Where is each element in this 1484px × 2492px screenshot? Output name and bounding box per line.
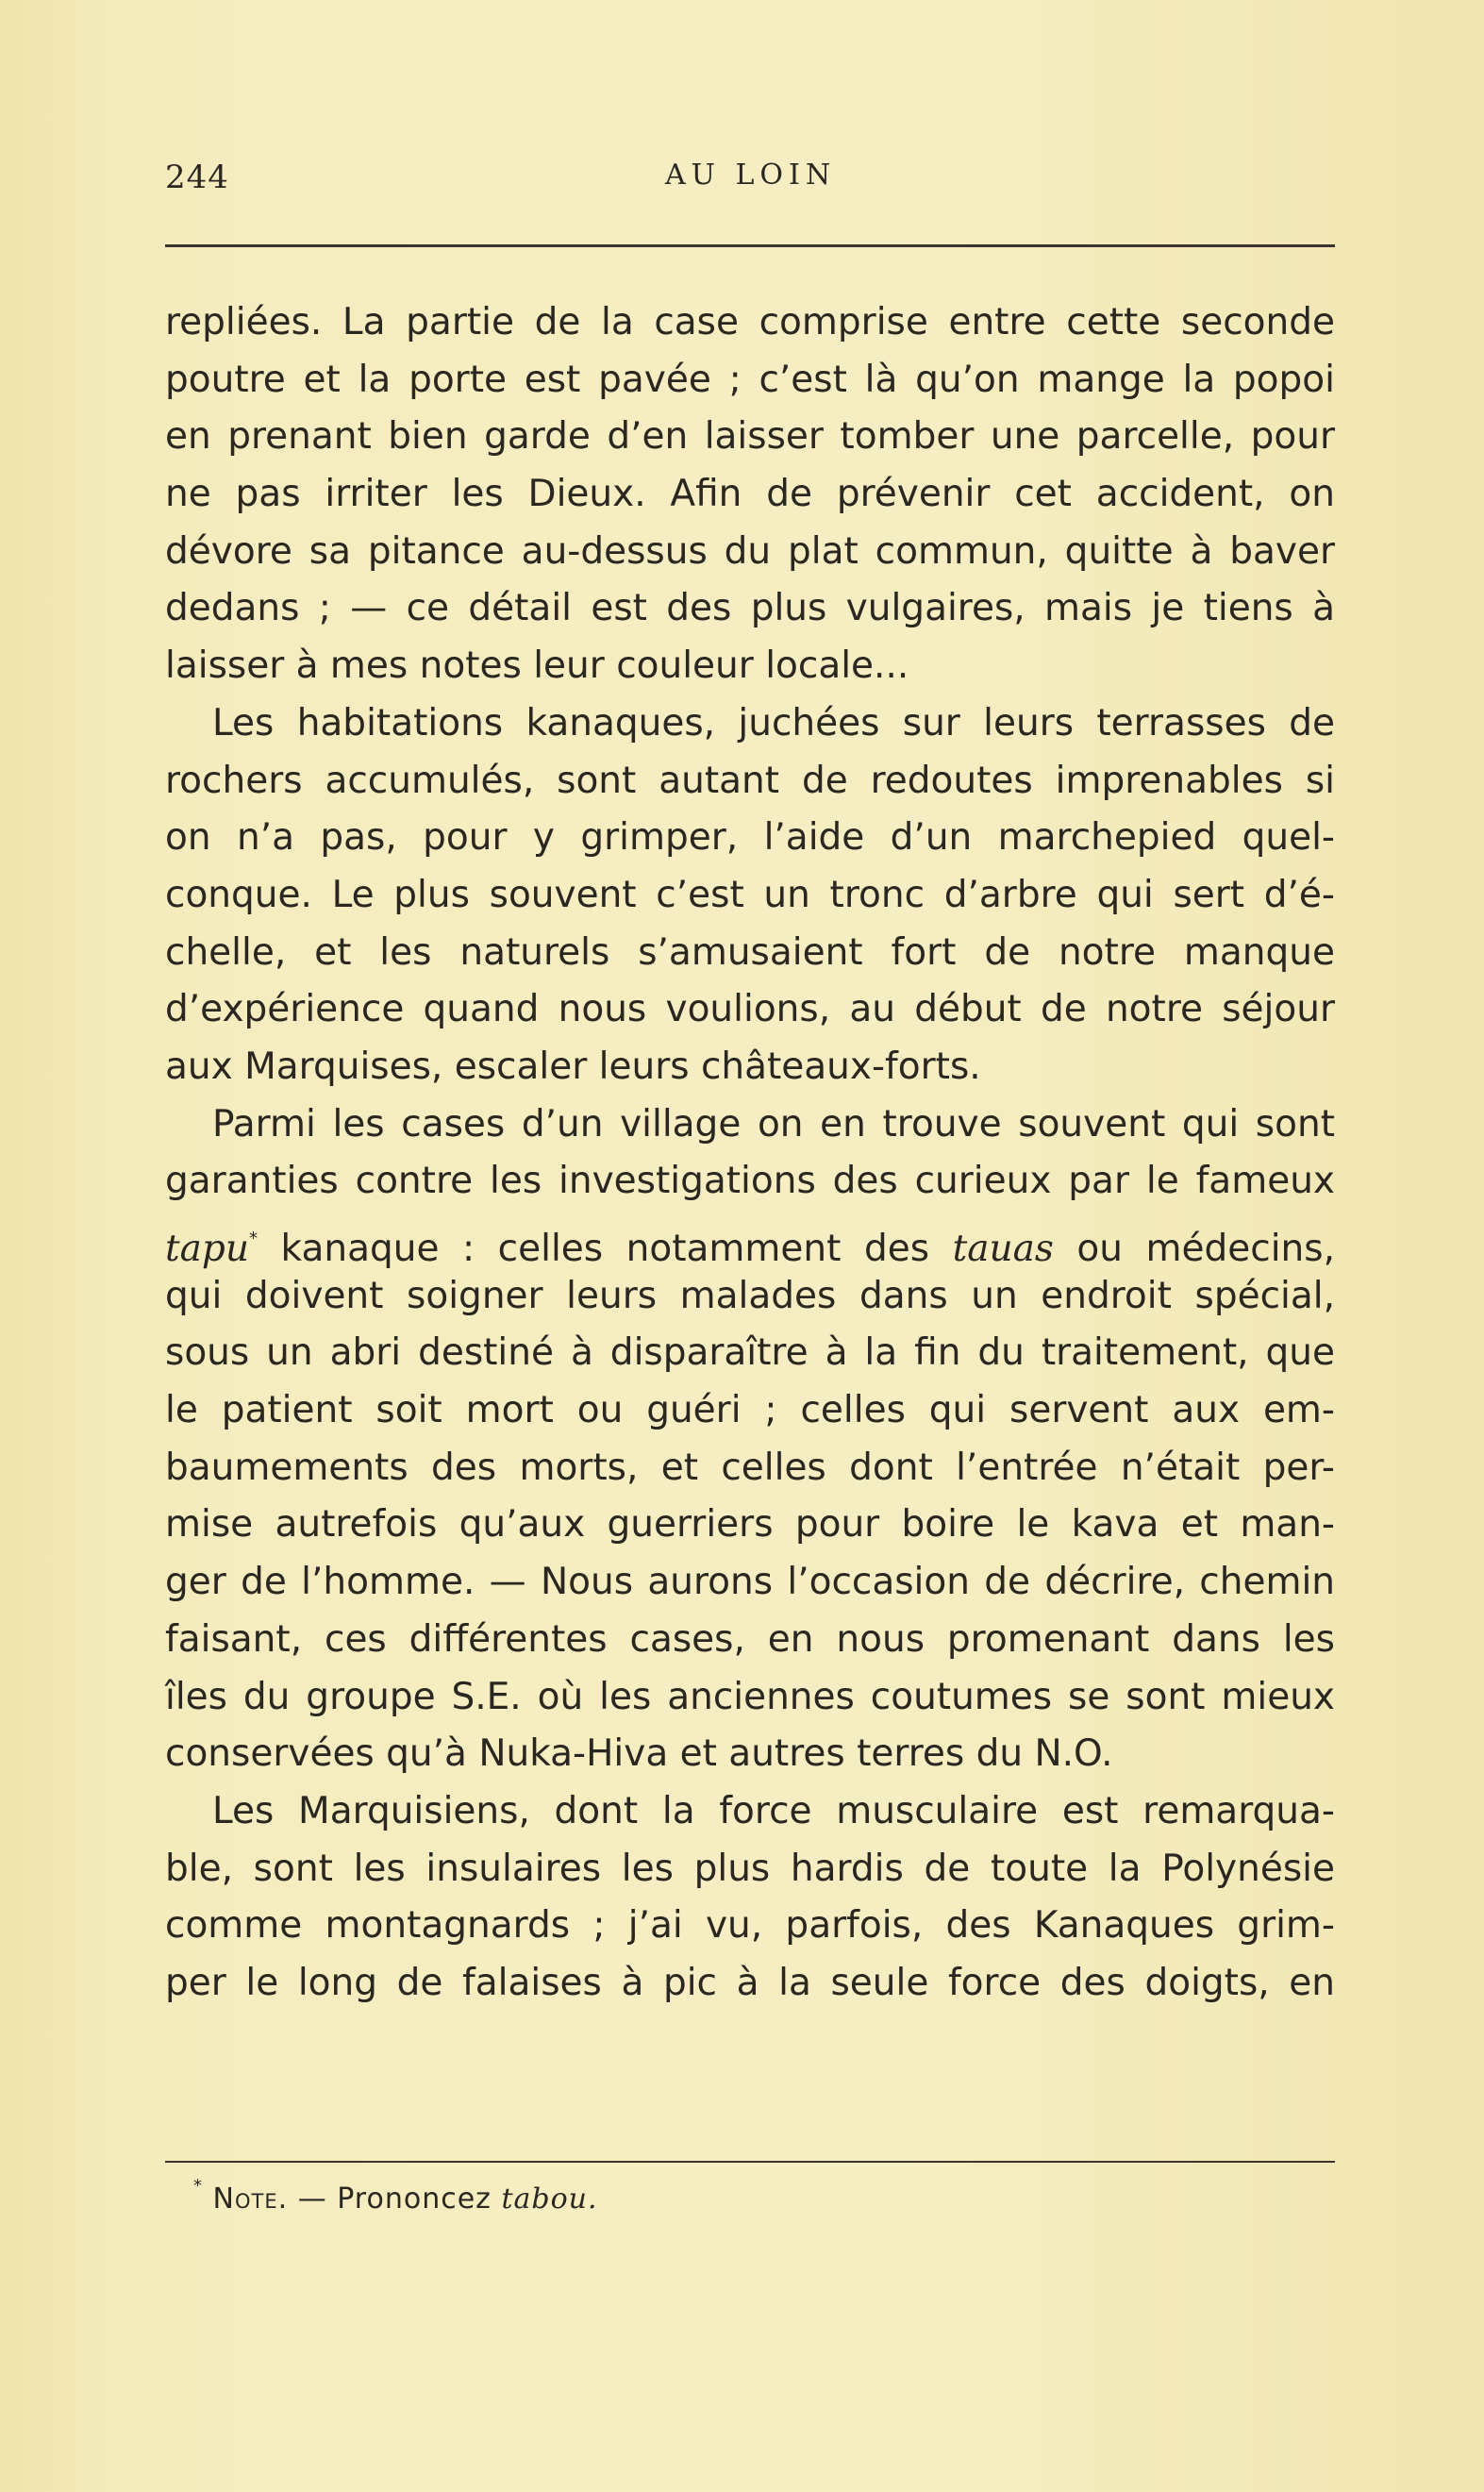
text-line: baumements des morts, et celles dont l’entrée n’était per- xyxy=(165,1446,1335,1489)
footnote-marker: * xyxy=(193,2176,203,2196)
text-line: laisser à mes notes leur couleur locale... xyxy=(165,644,909,688)
text-fragment: ou médecins, xyxy=(1053,1228,1335,1270)
italic-word-tauas: tauas xyxy=(952,1228,1054,1270)
footnote-rule xyxy=(165,2161,1335,2163)
page-number: 244 xyxy=(165,159,229,196)
text-line-tapu xyxy=(165,1211,1335,1268)
text-line: Parmi les cases d’un village on en trouve souvent qui sont xyxy=(212,1102,1335,1146)
text-line: sous un abri destiné à disparaître à la fin du traitement, que xyxy=(165,1331,1335,1375)
text-fragment: kanaque : celles notamment des xyxy=(258,1228,953,1270)
text-line: d’expérience quand nous voulions, au début de notre séjour xyxy=(165,988,1335,1031)
footnote-label: Note. xyxy=(212,2183,289,2216)
footnote-italic-word: tabou. xyxy=(501,2183,598,2216)
text-line: ble, sont les insulaires les plus hardis de toute la Polynésie xyxy=(165,1847,1335,1890)
running-head xyxy=(165,159,1335,206)
running-title: AU LOIN xyxy=(665,159,837,192)
text-line: Les Marquisiens, dont la force musculaire est remarqua- xyxy=(212,1789,1335,1832)
text-line: per le long de falaises à pic à la seule force des doigts, en xyxy=(165,1961,1335,2004)
text-line: faisant, ces différentes cases, en nous promenant dans les xyxy=(165,1617,1335,1661)
text-line: îles du groupe S.E. où les anciennes coutumes se sont mieux xyxy=(165,1675,1335,1718)
header-rule xyxy=(165,244,1335,247)
text-line: ger de l’homme. — Nous aurons l’occasion de décrire, chemin xyxy=(165,1561,1335,1604)
text-line: mise autrefois qu’aux guerriers pour boire le kava et man- xyxy=(165,1503,1335,1547)
text-line: poutre et la porte est pavée ; c’est là qu’on mange la popoi xyxy=(165,358,1335,401)
text-line: comme montagnards ; j’ai vu, parfois, des Kanaques grim- xyxy=(165,1904,1335,1948)
footnote-text: — Prononcez xyxy=(288,2183,502,2216)
text-line: on n’a pas, pour y grimper, l’aide d’un marchepied quel- xyxy=(165,816,1335,860)
text-line: le patient soit mort ou guéri ; celles qui servent aux em- xyxy=(165,1389,1335,1432)
footnote xyxy=(193,2176,598,2216)
text-line: chelle, et les naturels s’amusaient fort de notre manque xyxy=(165,930,1335,974)
text-line: conservées qu’à Nuka-Hiva et autres terres du N.O. xyxy=(165,1732,1113,1776)
text-line: qui doivent soigner leurs malades dans un endroit spécial, xyxy=(165,1274,1335,1317)
footnote-marker: * xyxy=(249,1229,258,1248)
text-line: en prenant bien garde d’en laisser tomber une parcelle, pour xyxy=(165,415,1335,459)
text-line: garanties contre les investigations des curieux par le fameux xyxy=(165,1160,1335,1203)
text-line: dévore sa pitance au-dessus du plat commun, quitte à baver xyxy=(165,529,1335,573)
text-line: repliées. La partie de la case comprise entre cette seconde xyxy=(165,301,1335,343)
text-line: conque. Le plus souvent c’est un tronc d’arbre qui sert d’é- xyxy=(165,873,1335,916)
body-text xyxy=(165,294,1335,2013)
text-line: dedans ; — ce détail est des plus vulgaires, mais je tiens à xyxy=(165,587,1335,630)
italic-word-tapu: tapu xyxy=(165,1228,250,1270)
text-line: Les habitations kanaques, juchées sur leurs terrasses de xyxy=(212,701,1335,744)
text-line: aux Marquises, escaler leurs châteaux-forts. xyxy=(165,1045,981,1088)
text-line: rochers accumulés, sont autant de redoutes imprenables si xyxy=(165,759,1335,802)
text-line: ne pas irriter les Dieux. Afin de prévenir cet accident, on xyxy=(165,473,1335,516)
